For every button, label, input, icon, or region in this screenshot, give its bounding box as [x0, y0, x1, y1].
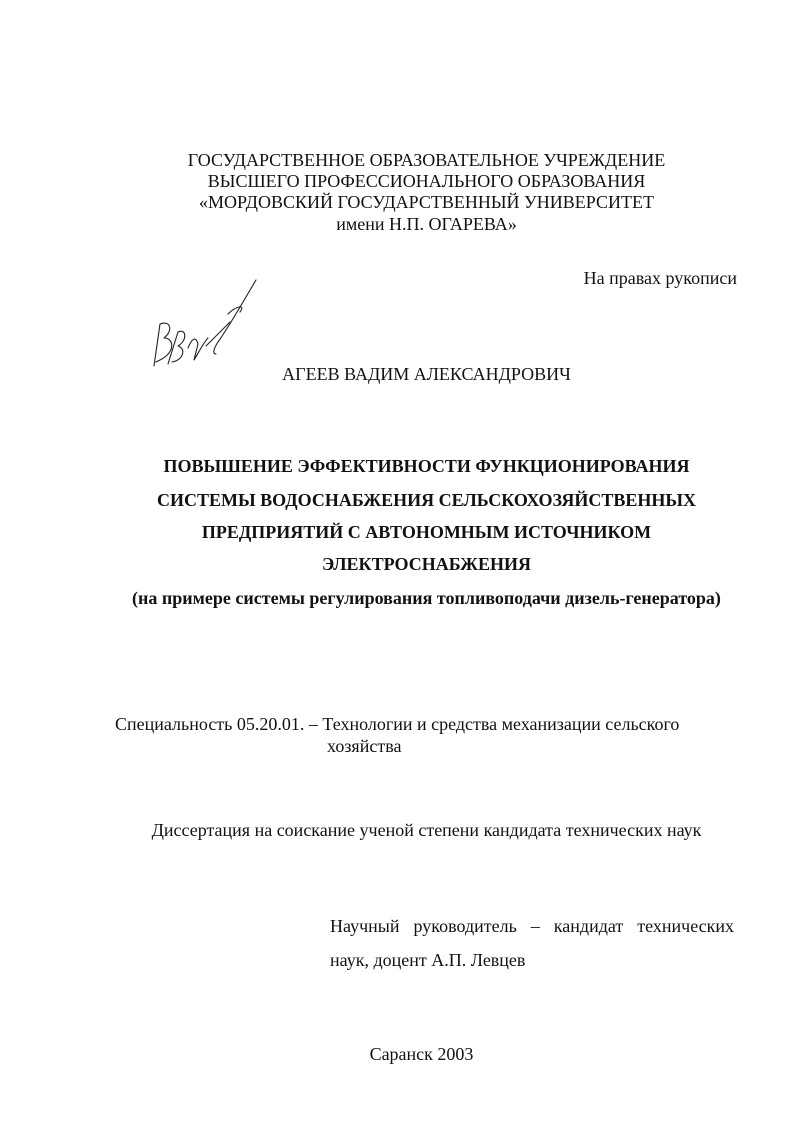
- dissertation-title-line-2: СИСТЕМЫ ВОДОСНАБЖЕНИЯ СЕЛЬСКОХОЗЯЙСТВЕННЫХ: [156, 490, 697, 510]
- supervisor-line-1: Научный руководитель – кандидат технических: [330, 916, 734, 936]
- specialty-line-2: хозяйства: [327, 736, 402, 756]
- city-year: Саранск 2003: [369, 1044, 474, 1064]
- manuscript-rights-note: На правах рукописи: [583, 268, 737, 288]
- institution-line-2: ВЫСШЕГО ПРОФЕССИОНАЛЬНОГО ОБРАЗОВАНИЯ: [207, 171, 646, 191]
- dissertation-subtitle: (на примере системы регулирования топливоподачи дизель-генератора): [132, 588, 721, 608]
- specialty-line-1: Специальность 05.20.01. – Технологии и средства механизации сельского: [115, 714, 680, 734]
- institution-line-4: имени Н.П. ОГАРЕВА»: [336, 214, 517, 234]
- handwritten-signature: [148, 276, 266, 368]
- degree-statement: Диссертация на соискание ученой степени кандидата технических наук: [151, 820, 702, 840]
- dissertation-title-line-4: ЭЛЕКТРОСНАБЖЕНИЯ: [322, 554, 531, 574]
- institution-line-1: ГОСУДАРСТВЕННОЕ ОБРАЗОВАТЕЛЬНОЕ УЧРЕЖДЕНИЕ: [187, 150, 666, 170]
- author-name: АГЕЕВ ВАДИМ АЛЕКСАНДРОВИЧ: [282, 364, 571, 384]
- dissertation-title-line-1: ПОВЫШЕНИЕ ЭФФЕКТИВНОСТИ ФУНКЦИОНИРОВАНИЯ: [163, 456, 690, 476]
- institution-line-3: «МОРДОВСКИЙ ГОСУДАРСТВЕННЫЙ УНИВЕРСИТЕТ: [199, 192, 654, 212]
- dissertation-title-line-3: ПРЕДПРИЯТИЙ С АВТОНОМНЫМ ИСТОЧНИКОМ: [201, 522, 652, 542]
- supervisor-line-2: наук, доцент А.П. Левцев: [330, 950, 526, 970]
